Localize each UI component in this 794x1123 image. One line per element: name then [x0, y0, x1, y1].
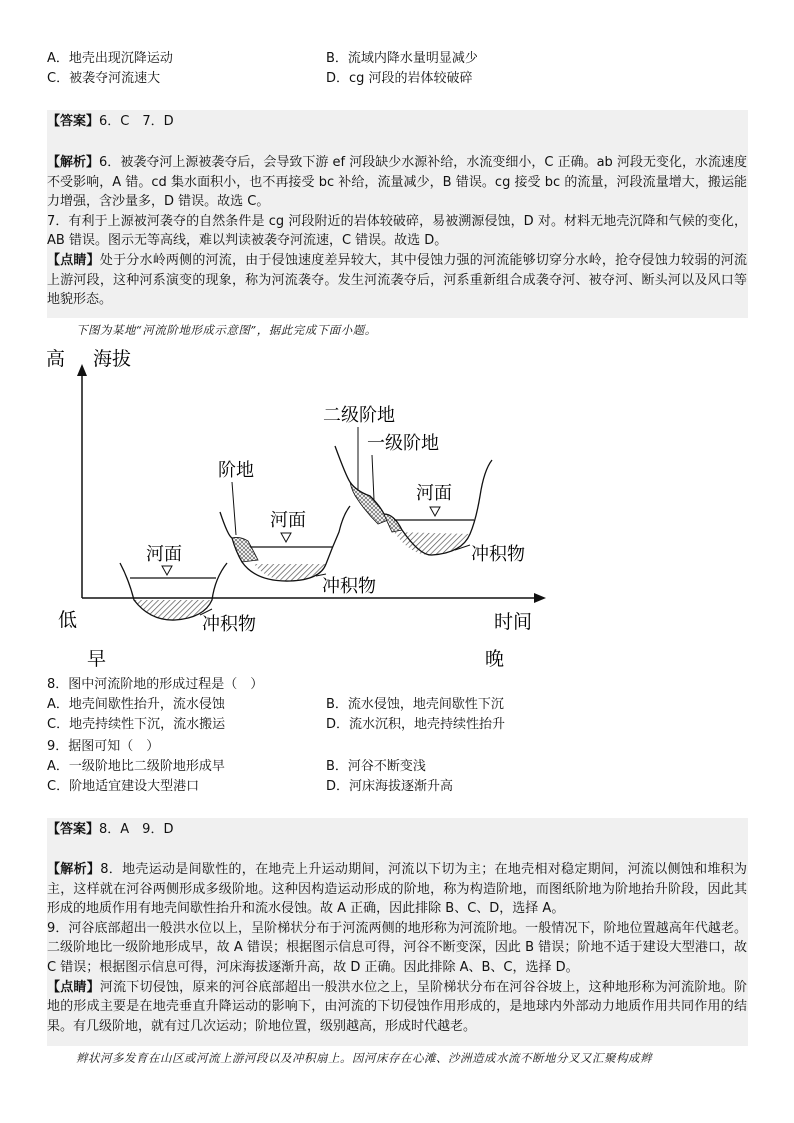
water-marker-3	[430, 507, 440, 516]
q9-option-a: A．一级阶地比二级阶地形成早	[47, 759, 225, 774]
answer-tag: 【答案】	[47, 114, 100, 129]
leader-terrace-3-first	[372, 455, 374, 500]
tip-text: 处于分水岭两侧的河流，由于侵蚀速度差异较大，其中侵蚀力强的河流能够切穿分水岭，抢夺侵蚀力较弱的河流上游河段，这种河系演变的现象，称为河流袭夺。发生河流袭夺后，河系重新组合成袭夺河、被夺河、断头河以及风口等地貌形态。	[47, 252, 747, 308]
label-terrace-3-second: 二级阶地	[323, 405, 395, 426]
option-a: A．地壳出现沉降运动	[47, 51, 173, 66]
analysis-tag-2: 【解析】	[47, 862, 101, 877]
x-late-label: 晚	[485, 648, 505, 670]
analysis-q7: 7．有利于上源被河袭夺的自然条件是 cg 河段附近的岩体较破碎，易被溯源侵蚀，D 对。材料无地壳沉降和气候的变化，AB 错误。图示无等高线，难以判读被袭夺河流速，C 错误。故选 D。	[47, 213, 747, 249]
q8-option-c: C．地壳持续性下沉，流水搬运	[47, 717, 226, 732]
analysis-q9: 9．河谷底部超出一般洪水位以上，呈阶梯状分布于河流两侧的地形称为河流阶地。一般情况下，阶地位置越高年代越老。二级阶地比一级阶地形成早，故 A 错误；根据图示信息可得，河谷不断变深，因此 B 错误；阶地不适于建设大型港口，故 C 错误；根据图示信息可得，河床海拔逐渐升高，故 D 正确。因此排除 A、B、C，选择 D。	[47, 920, 747, 975]
analysis-2	[47, 860, 747, 1036]
x-axis-arrow	[534, 593, 546, 603]
analysis-q6: 6．被袭夺河上源被袭夺后，会导致下游 ef 河段缺少水源补给，水流变细小，C 正确。ab 河段无变化，水流速度不受影响，A 错。cd 集水面积小，也不再接受 bc 补给，流量减少，B 错误。cg 接受 bc 的流量，河段流量增大，搬运能力增强，含沙量多，D 错误。故选 C。	[47, 155, 747, 210]
leader-terrace-2	[232, 482, 236, 535]
q9-stem: 9．据图可知（ ）	[47, 739, 160, 754]
answer-text: 6．C 7．D	[99, 114, 174, 129]
option-d: D．cg 河段的岩体较破碎	[326, 71, 473, 86]
x-early-label: 早	[87, 648, 107, 670]
y-axis-title: 海拔	[93, 348, 132, 370]
option-c: C．被袭夺河流速大	[47, 71, 161, 86]
label-river-1: 河面	[146, 544, 182, 565]
footer-text: 辫状河多发育在山区或河流上游河段以及冲积扇上。因河床存在心滩、沙洲造成水流不断地分叉又汇聚构成辫	[76, 1051, 652, 1065]
answer-tag-2: 【答案】	[47, 822, 100, 837]
label-terrace-3-first: 一级阶地	[367, 433, 439, 454]
water-marker-2	[281, 533, 291, 542]
q9-option-c: C．阶地适宜建设大型港口	[47, 779, 200, 794]
answer-line-2	[47, 821, 173, 839]
q9-option-b: B．河谷不断变浅	[326, 759, 426, 774]
y-axis-arrow	[77, 364, 87, 376]
x-axis-title: 时间	[494, 611, 533, 633]
valley-stage-1	[120, 544, 256, 635]
option-b: B．流域内降水量明显减少	[326, 51, 478, 66]
label-terrace-2: 阶地	[218, 460, 254, 481]
label-river-3: 河面	[416, 483, 452, 504]
sediment-1	[134, 600, 212, 620]
answer-text-2: 8．A 9．D	[99, 822, 174, 837]
tip-tag-2: 【点睛】	[47, 979, 100, 995]
analysis-tag: 【解析】	[47, 155, 100, 170]
label-sediment-1: 冲积物	[202, 614, 256, 635]
tip-tag: 【点睛】	[47, 252, 100, 268]
valley-stage-3	[323, 405, 525, 565]
y-low-label: 低	[58, 609, 78, 631]
analysis-q8: 8．地壳运动是间歇性的，在地壳上升运动期间，河流以下切为主；在地壳相对稳定期间，河流以侧蚀和堆积为主，这样就在河谷两侧形成多级阶地。这种因构造运动形成的阶地，称为构造阶地，而图纸阶地为阶地抬升阶段，因此其形成的地质作用有地壳间歇性抬升和流水侵蚀。故 A 正确，因此排除 B、C、D，选择 A。	[47, 862, 747, 917]
y-high-label: 高	[46, 348, 66, 370]
figure-intro: 下图为某地“河流阶地形成示意图”，据此完成下面小题。	[76, 323, 377, 337]
terrace-3-first	[384, 514, 402, 532]
q8-option-d: D．流水沉积，地壳持续性抬升	[326, 717, 506, 732]
valley-stage-2	[218, 460, 376, 597]
tip-text-2: 河流下切侵蚀，原来的河谷底部超出一般洪水位之上，呈阶梯状分布在河谷谷坡上，这种地形称为河流阶地。阶地的形成主要是在地壳垂直升降运动的影响下，由河流的下切侵蚀作用形成的，是地球内外部动力地质作用共同作用的结果。有几级阶地，就有过几次运动；阶地位置，级别越高，形成时代越老。	[47, 979, 747, 1034]
q8-option-a: A．地壳间歇性抬升，流水侵蚀	[47, 697, 225, 712]
q8-option-b: B．流水侵蚀，地壳间歇性下沉	[326, 697, 504, 712]
water-marker-1	[162, 566, 172, 575]
q8-stem: 8．图中河流阶地的形成过程是（ ）	[47, 677, 264, 692]
q9-option-d: D．河床海拔逐渐升高	[326, 779, 454, 794]
label-sediment-3: 冲积物	[471, 544, 525, 565]
label-sediment-2: 冲积物	[322, 576, 376, 597]
label-river-2: 河面	[270, 510, 306, 531]
